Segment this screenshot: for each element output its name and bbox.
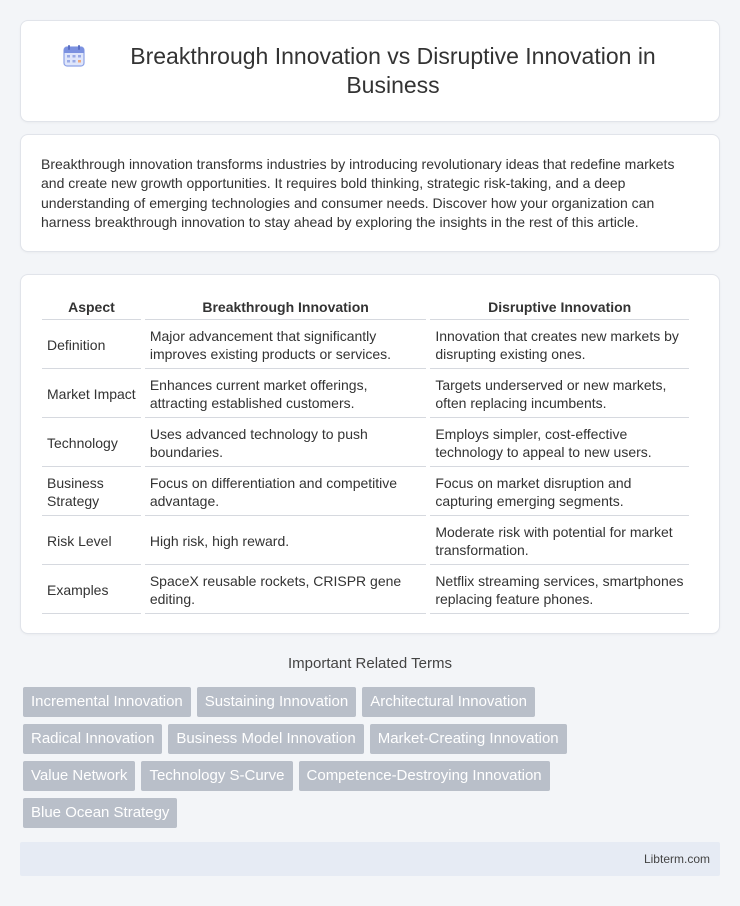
related-term-tag[interactable]: Blue Ocean Strategy: [23, 798, 177, 828]
breakthrough-cell: Enhances current market offerings, attracting established customers.: [145, 369, 426, 418]
related-term-tag[interactable]: Architectural Innovation: [362, 687, 535, 717]
related-term-tag[interactable]: Sustaining Innovation: [197, 687, 356, 717]
table-row: [42, 516, 689, 565]
aspect-cell: Technology: [42, 418, 141, 467]
column-header-disruptive: Disruptive Innovation: [430, 295, 689, 320]
table-row: [42, 467, 689, 516]
disruptive-cell: Moderate risk with potential for market transformation.: [430, 516, 689, 565]
table-row: [42, 565, 689, 614]
header-card: [20, 20, 720, 122]
breakthrough-cell: SpaceX reusable rockets, CRISPR gene editing.: [145, 565, 426, 614]
table-header-row: [42, 295, 689, 320]
comparison-table: [38, 295, 693, 614]
disruptive-cell: Netflix streaming services, smartphones replacing feature phones.: [430, 565, 689, 614]
footer-site-link[interactable]: Libterm.com: [643, 852, 710, 866]
related-term-tag[interactable]: Competence-Destroying Innovation: [299, 761, 550, 791]
breakthrough-cell: Major advancement that significantly improves existing products or services.: [145, 320, 426, 369]
table-row: [42, 320, 689, 369]
related-terms-list: [23, 687, 623, 828]
disruptive-cell: Innovation that creates new markets by disrupting existing ones.: [430, 320, 689, 369]
related-term-tag[interactable]: Radical Innovation: [23, 724, 162, 754]
disruptive-cell: Focus on market disruption and capturing emerging segments.: [430, 467, 689, 516]
footer: [20, 842, 720, 876]
column-header-breakthrough: Breakthrough Innovation: [145, 295, 426, 320]
related-term-tag[interactable]: Incremental Innovation: [23, 687, 191, 717]
title-wrap: [62, 42, 678, 100]
comparison-card: [20, 274, 720, 634]
table-row: [42, 369, 689, 418]
disruptive-cell: Targets underserved or new markets, often replacing incumbents.: [430, 369, 689, 418]
related-term-tag[interactable]: Business Model Innovation: [168, 724, 363, 754]
intro-card: [20, 134, 720, 252]
related-term-tag[interactable]: Market-Creating Innovation: [370, 724, 567, 754]
aspect-cell: Market Impact: [42, 369, 141, 418]
aspect-cell: Business Strategy: [42, 467, 141, 516]
aspect-cell: Definition: [42, 320, 141, 369]
breakthrough-cell: High risk, high reward.: [145, 516, 426, 565]
disruptive-cell: Employs simpler, cost-effective technology to appeal to new users.: [430, 418, 689, 467]
related-terms-heading: Important Related Terms: [288, 655, 452, 672]
table-row: [42, 418, 689, 467]
column-header-aspect: Aspect: [42, 295, 141, 320]
aspect-cell: Examples: [42, 565, 141, 614]
breakthrough-cell: Focus on differentiation and competitive advantage.: [145, 467, 426, 516]
intro-paragraph: Breakthrough innovation transforms industries by introducing revolutionary ideas that redefine markets and create new growth opportunities. It requires bold thinking, strategic risk-taking, and a deep understanding of emerging technologies and consumer needs. Discover how your organization can harness breakthrough innovation to stay ahead by exploring the insights in the rest of this article.: [41, 156, 675, 231]
aspect-cell: Risk Level: [42, 516, 141, 565]
related-term-tag[interactable]: Value Network: [23, 761, 135, 791]
page-title: Breakthrough Innovation vs Disruptive Innovation in Business: [130, 43, 656, 98]
calendar-icon: [62, 44, 86, 68]
breakthrough-cell: Uses advanced technology to push boundaries.: [145, 418, 426, 467]
related-term-tag[interactable]: Technology S-Curve: [141, 761, 292, 791]
